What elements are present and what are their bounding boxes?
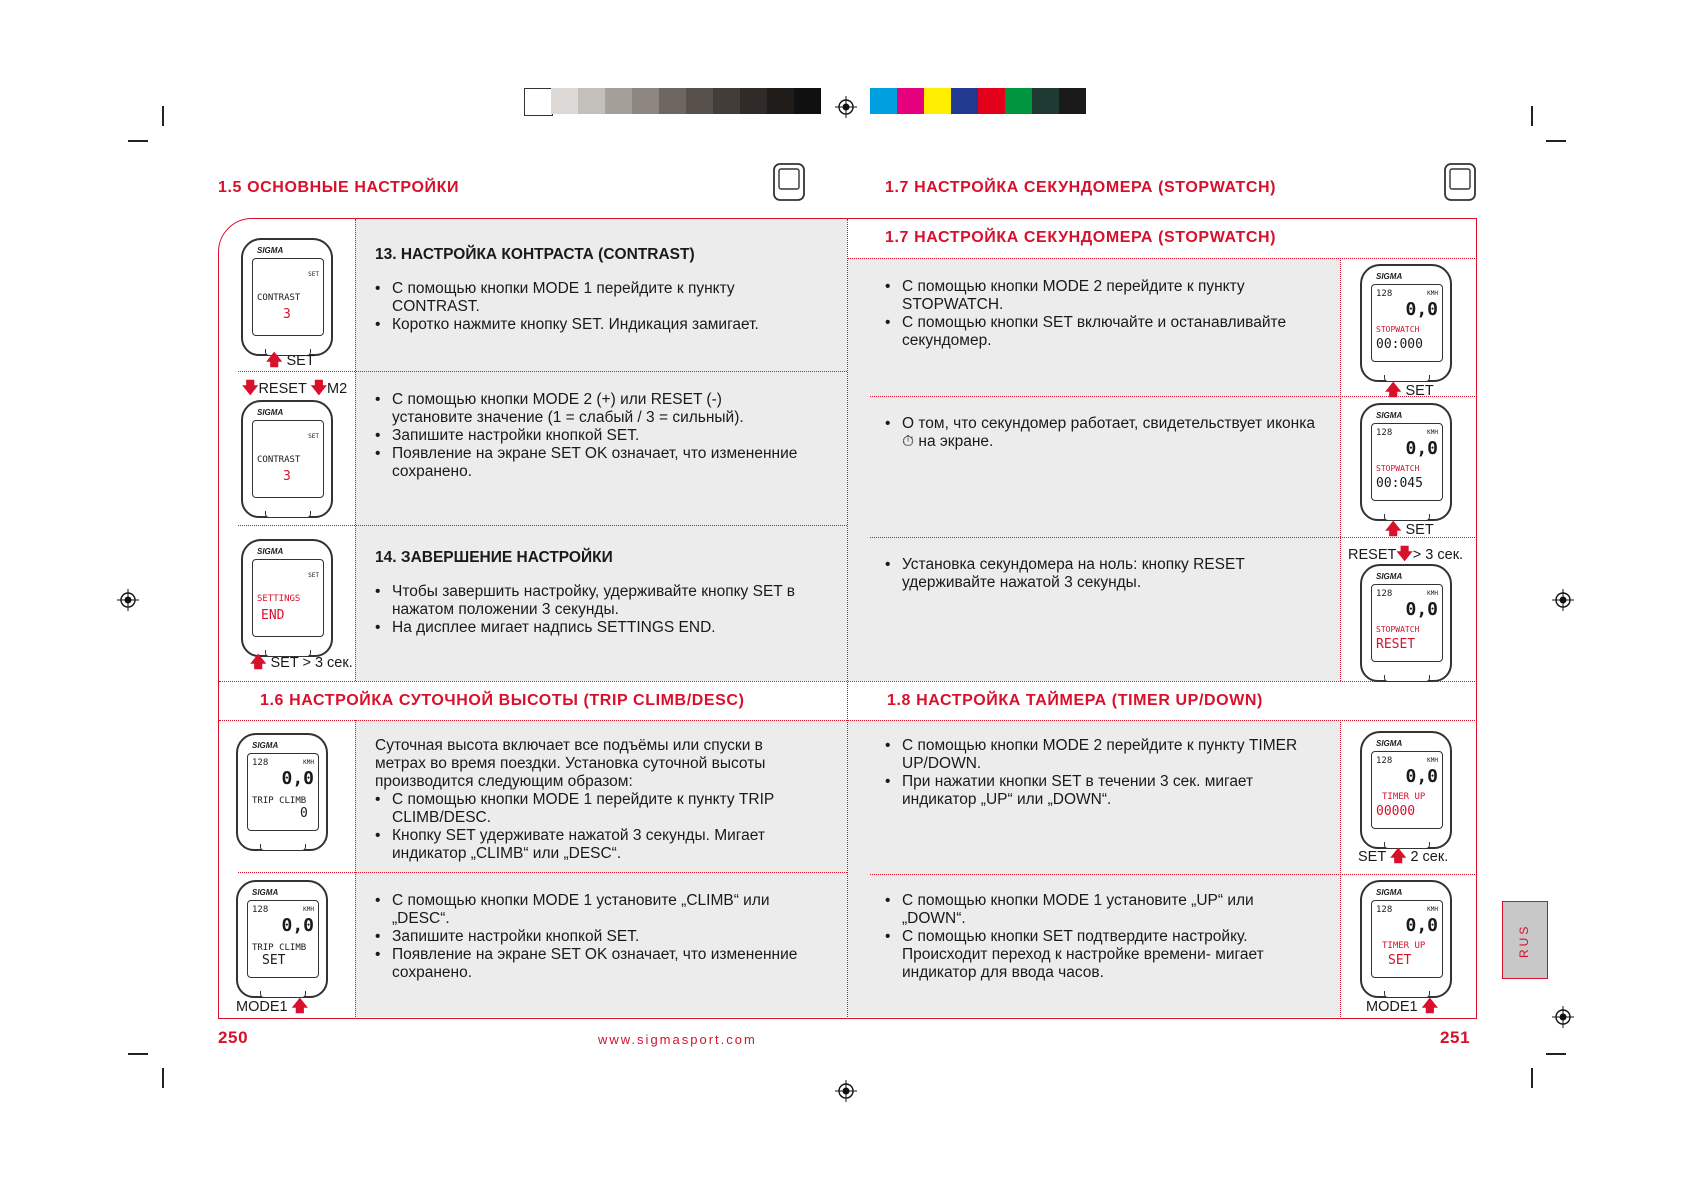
mode1-label: MODE1 🡅 [236, 995, 308, 1022]
trip-climb-set-text [375, 892, 805, 982]
step-13-text: 13. НАСТРОЙКА КОНТРАСТА (CONTRAST) • С помощью кнопки MODE 1 перейдите к пункту CONTRAST. • Коротко нажмите кнопку SET. Индикация замигает. [375, 246, 805, 334]
set-button-label: 🡅 SET [1385, 518, 1434, 545]
device-icon [772, 162, 806, 202]
list-item: • Запишите настройки кнопкой SET. [375, 427, 805, 445]
list-item: • На дисплее мигает надпись SETTINGS END. [375, 619, 805, 637]
gray-swatch [686, 88, 713, 114]
arrow-up-icon: 🡅 [291, 998, 309, 1015]
crop-mark [1546, 1053, 1566, 1055]
left-page-header: 1.5 ОСНОВНЫЕ НАСТРОЙКИ [218, 179, 460, 196]
trip-climb-text: Суточная высота включает все подъёмы или спуски в метрах во время поездки. Установка суточной высоты производится следующим образом: • С помощью кнопки MODE 1 перейдите к пункту TRIP CLIMB/DESC. • Кнопку SET удерживате нажатой 3 секунды. Мигает индикатор „CLIMB“ или „DESC“. [375, 737, 805, 863]
arrow-up-icon: 🡅 [1385, 521, 1402, 538]
color-swatch [978, 88, 1005, 114]
set-button-label: 🡅 SET [266, 349, 315, 376]
device-display: SIGMA 128 KMH 0,0 STOPWATCH 00:000 [1360, 264, 1452, 382]
stopwatch-step-3-text [885, 556, 1315, 592]
list-item: • С помощью кнопки MODE 1 перейдите к пункту TRIP CLIMB/DESC. [375, 791, 805, 827]
arrow-down-icon: 🡇 [1396, 546, 1413, 563]
stopwatch-step-2-text [885, 415, 1315, 451]
crop-mark [162, 1068, 164, 1088]
divider [355, 720, 356, 1017]
section-1-7-title: 1.7 НАСТРОЙКА СЕКУНДОМЕРА (STOPWATCH) [885, 229, 1277, 246]
mode1-label: MODE1 🡅 [1366, 995, 1438, 1022]
section-1-8-title: 1.8 НАСТРОЙКА ТАЙМЕРА (TIMER UP/DOWN) [887, 692, 1263, 709]
reset-3sec-label: RESET🡇> 3 сек. [1348, 543, 1463, 570]
device-display: SIGMA 128 KMH 0,0 TIMER UP 00000 [1360, 731, 1452, 849]
list-item: • О том, что секундомер работает, свидетельствует иконка ⏱ на экране. [885, 415, 1315, 451]
arrow-up-icon: 🡅 [266, 352, 283, 369]
color-swatch [1032, 88, 1059, 114]
arrow-up-icon: 🡅 [250, 654, 267, 671]
list-item: • Кнопку SET удерживате нажатой 3 секунды. Мигает индикатор „CLIMB“ или „DESC“. [375, 827, 805, 863]
left-page-number: 250 [218, 1028, 249, 1047]
set-button-label: 🡅 SET [1385, 379, 1434, 406]
divider [219, 720, 1475, 721]
divider [1340, 720, 1341, 1017]
color-swatch [870, 88, 897, 114]
registration-mark-icon [835, 1080, 857, 1102]
device-icon [1443, 162, 1477, 202]
gray-swatch [740, 88, 767, 114]
list-item: • С помощью кнопки MODE 2 перейдите к пункту STOPWATCH. [885, 278, 1315, 314]
registration-mark-icon [117, 589, 139, 611]
list-item: • С помощью кнопки SET подтвердите настройку. Происходит переход к настройке времени- мигает индикатор для ввода часов. [885, 928, 1315, 982]
step-13b-text [375, 391, 805, 481]
crop-mark [1546, 140, 1566, 142]
right-page-number: 251 [1440, 1028, 1471, 1047]
list-item: • Появление на экране SET OK означает, что измененние сохранено. [375, 445, 805, 481]
device-display: SIGMA 128 KMH 0,0 STOPWATCH RESET [1360, 564, 1452, 682]
language-tab: RUS [1502, 901, 1548, 979]
color-swatch [951, 88, 978, 114]
crop-mark [1531, 106, 1533, 126]
divider [1340, 258, 1341, 681]
list-item: • С помощью кнопки MODE 1 установите „UP“ или „DOWN“. [885, 892, 1315, 928]
set-3sec-label: 🡅 SET > 3 сек. [250, 651, 353, 678]
reset-m2-label: 🡇RESET 🡇M2 [242, 377, 347, 404]
registration-mark-icon [1552, 589, 1574, 611]
color-swatch [897, 88, 924, 114]
list-item: • Коротко нажмите кнопку SET. Индикация замигает. [375, 316, 805, 334]
arrow-up-icon: 🡅 [1389, 848, 1407, 865]
set-2sec-label: SET 🡅 2 сек. [1358, 845, 1448, 872]
device-display: SIGMA SET SETTINGS END [241, 539, 333, 657]
gray-swatch [578, 88, 605, 114]
arrow-up-icon: 🡅 [1385, 382, 1402, 399]
device-display: SIGMA 128 KMH 0,0 TRIP CLIMB 0 [236, 733, 328, 851]
divider [238, 371, 847, 372]
stopwatch-step-1-text [885, 278, 1315, 350]
arrow-down-icon: 🡇 [242, 380, 259, 397]
arrow-up-icon: 🡅 [1421, 998, 1439, 1015]
right-page-header: 1.7 НАСТРОЙКА СЕКУНДОМЕРА (STOPWATCH) [885, 179, 1277, 196]
divider [219, 681, 1475, 682]
registration-mark-icon [1552, 1006, 1574, 1028]
list-item: • С помощью кнопки MODE 2 (+) или RESET (-) установите значение (1 = слабый / 3 = сильный). [375, 391, 805, 427]
gray-swatch [605, 88, 632, 114]
device-display: SIGMA SET CONTRAST 3 [241, 238, 333, 356]
crop-mark [128, 140, 148, 142]
list-item: • Чтобы завершить настройку, удерживайте кнопку SET в нажатом положении 3 секунды. [375, 583, 805, 619]
divider [870, 874, 1475, 875]
list-item: • Появление на экране SET OK означает, что измененние сохранено. [375, 946, 805, 982]
crop-mark [1531, 1068, 1533, 1088]
color-swatch [924, 88, 951, 114]
device-display: SIGMA 128 KMH 0,0 STOPWATCH 00:045 [1360, 403, 1452, 521]
divider [355, 219, 356, 681]
registration-mark-icon [835, 96, 857, 118]
gray-swatch [524, 88, 553, 116]
gray-swatch [659, 88, 686, 114]
device-display: SIGMA 128 KMH 0,0 TRIP CLIMB SET [236, 880, 328, 998]
list-item: • Установка секундомера на ноль: кнопку RESET удерживайте нажатой 3 секунды. [885, 556, 1315, 592]
timer-step-1-text [885, 737, 1315, 809]
color-swatch [1005, 88, 1032, 114]
list-item: • С помощью кнопки SET включайте и останавливайте секундомер. [885, 314, 1315, 350]
list-item: • С помощью кнопки MODE 1 перейдите к пункту CONTRAST. [375, 280, 805, 316]
divider [848, 258, 1475, 259]
list-item: • С помощью кнопки MODE 1 установите „CLIMB“ или „DESC“. [375, 892, 805, 928]
timer-step-2-text [885, 892, 1315, 982]
list-item: • При нажатии кнопки SET в течении 3 сек. мигает индикатор „UP“ или „DOWN“. [885, 773, 1315, 809]
list-item: • Запишите настройки кнопкой SET. [375, 928, 805, 946]
divider [238, 525, 847, 526]
list-item: • С помощью кнопки MODE 2 перейдите к пункту TIMER UP/DOWN. [885, 737, 1315, 773]
gray-swatch [767, 88, 794, 114]
divider [238, 872, 847, 873]
color-swatch [1059, 88, 1086, 114]
step-14-text: 14. ЗАВЕРШЕНИЕ НАСТРОЙКИ • Чтобы завершить настройку, удерживайте кнопку SET в нажатом положении 3 секунды. • На дисплее мигает надпись SETTINGS END. [375, 549, 805, 637]
footer-url: www.sigmasport.com [598, 1032, 757, 1047]
crop-mark [128, 1053, 148, 1055]
device-display: SIGMA 128 KMH 0,0 TIMER UP SET [1360, 880, 1452, 998]
divider [847, 219, 848, 1017]
device-display: SIGMA SET CONTRAST 3 [241, 400, 333, 518]
arrow-down-icon: 🡇 [310, 380, 328, 397]
gray-swatch [713, 88, 740, 114]
gray-swatch [632, 88, 659, 114]
section-1-6-title: 1.6 НАСТРОЙКА СУТОЧНОЙ ВЫСОТЫ (TRIP CLIMB/DESC) [260, 692, 745, 709]
gray-swatch [551, 88, 578, 114]
crop-mark [162, 106, 164, 126]
gray-swatch [794, 88, 821, 114]
